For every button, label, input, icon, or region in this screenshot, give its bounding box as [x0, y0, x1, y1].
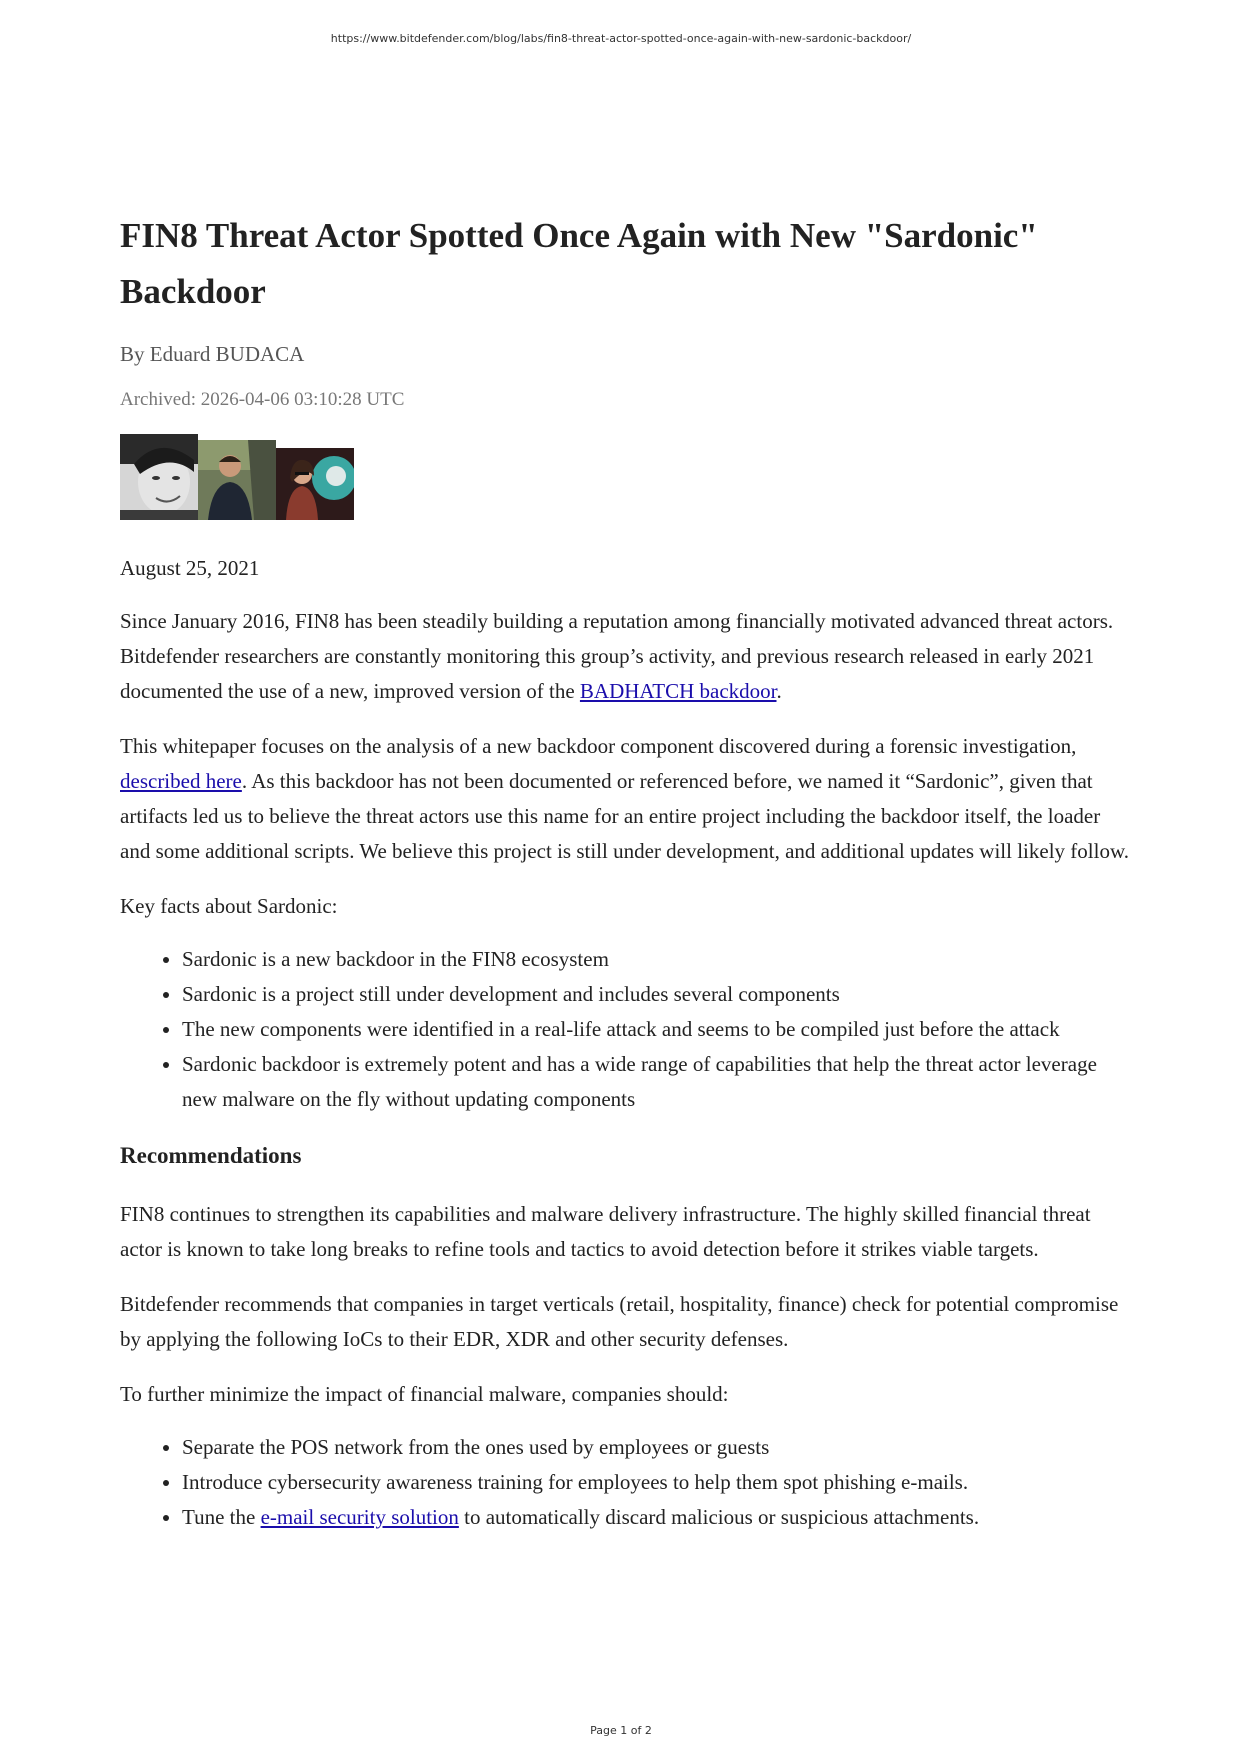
- author-avatars: [120, 434, 1130, 520]
- byline: By Eduard BUDACA: [120, 342, 305, 366]
- badhatch-backdoor-link[interactable]: BADHATCH backdoor: [579, 679, 777, 703]
- paragraph-text: This whitepaper focuses on the analysis of a new backdoor component discovered during a forensic investigation,: [120, 734, 1077, 758]
- avatar: [120, 434, 198, 520]
- key-facts-intro: Key facts about Sardonic:: [120, 894, 338, 918]
- list-item-text: to automatically discard malicious or suspicious attachments.: [458, 1505, 980, 1529]
- list-item-text: Tune the: [182, 1505, 261, 1529]
- list-item: • The new components were identified in a real-life attack and seems to be compiled just before the attack: [182, 1012, 1130, 1047]
- archived-timestamp: Archived: 2026-04-06 03:10:28 UTC: [120, 389, 405, 410]
- email-security-solution-link[interactable]: e-mail security solution: [260, 1505, 459, 1529]
- recommendations-list: [120, 1430, 1130, 1535]
- paragraph-text: .: [776, 679, 782, 703]
- page-url: https://www.bitdefender.com/blog/labs/fin8-threat-actor-spotted-once-again-with-new-sardonic-backdoor/: [330, 32, 912, 45]
- list-item: • Sardonic is a project still under development and includes several components: [182, 977, 1130, 1012]
- recommendations-heading: Recommendations: [120, 1143, 302, 1168]
- article-date: August 25, 2021: [120, 556, 260, 580]
- paragraph-recommendation-1: FIN8 continues to strengthen its capabilities and malware delivery infrastructure. The highly skilled financial threat actor is known to take long breaks to refine tools and tactics to avoid detection before it strikes viable targets.: [120, 1202, 1091, 1261]
- list-item: • Introduce cybersecurity awareness training for employees to help them spot phishing e-mails.: [182, 1465, 1130, 1500]
- list-item: • Sardonic backdoor is extremely potent and has a wide range of capabilities that help the threat actor leverage new malware on the fly without updating components: [182, 1047, 1130, 1117]
- list-item: • Sardonic is a new backdoor in the FIN8 ecosystem: [182, 942, 1130, 977]
- paragraph-recommendation-2: Bitdefender recommends that companies in target verticals (retail, hospitality, finance) check for potential compromise by applying the following IoCs to their EDR, XDR and other security defenses.: [120, 1292, 1119, 1351]
- paragraph-text: . As this backdoor has not been documented or referenced before, we named it “Sardonic”, given that artifacts led us to believe the threat actors use this name for an entire project including the backdoor itself, the loader and some additional scripts. We believe this project is still under development, and additional updates will likely follow.: [120, 769, 1130, 863]
- paragraph-recommendation-3: To further minimize the impact of financial malware, companies should:: [120, 1382, 729, 1406]
- article: [120, 208, 1130, 1535]
- article-title: FIN8 Threat Actor Spotted Once Again with New "Sardonic" Backdoor: [120, 216, 1038, 311]
- key-facts-list: [120, 942, 1130, 1117]
- page-number: Page 1 of 2: [590, 1724, 652, 1737]
- avatar: [198, 440, 276, 520]
- paragraph-whitepaper: [120, 729, 1130, 869]
- list-item: • Separate the POS network from the ones used by employees or guests: [182, 1430, 1130, 1465]
- avatar: [276, 448, 354, 520]
- described-here-link[interactable]: described here: [120, 769, 242, 793]
- list-item: [182, 1500, 1130, 1535]
- paragraph-text: Since January 2016, FIN8 has been steadily building a reputation among financially motivated advanced threat actors. Bitdefender researchers are constantly monitoring this group’s activity, and previous research released in early 2021 documented the use of a new, improved version of the: [120, 609, 1114, 703]
- paragraph-intro: [120, 604, 1130, 709]
